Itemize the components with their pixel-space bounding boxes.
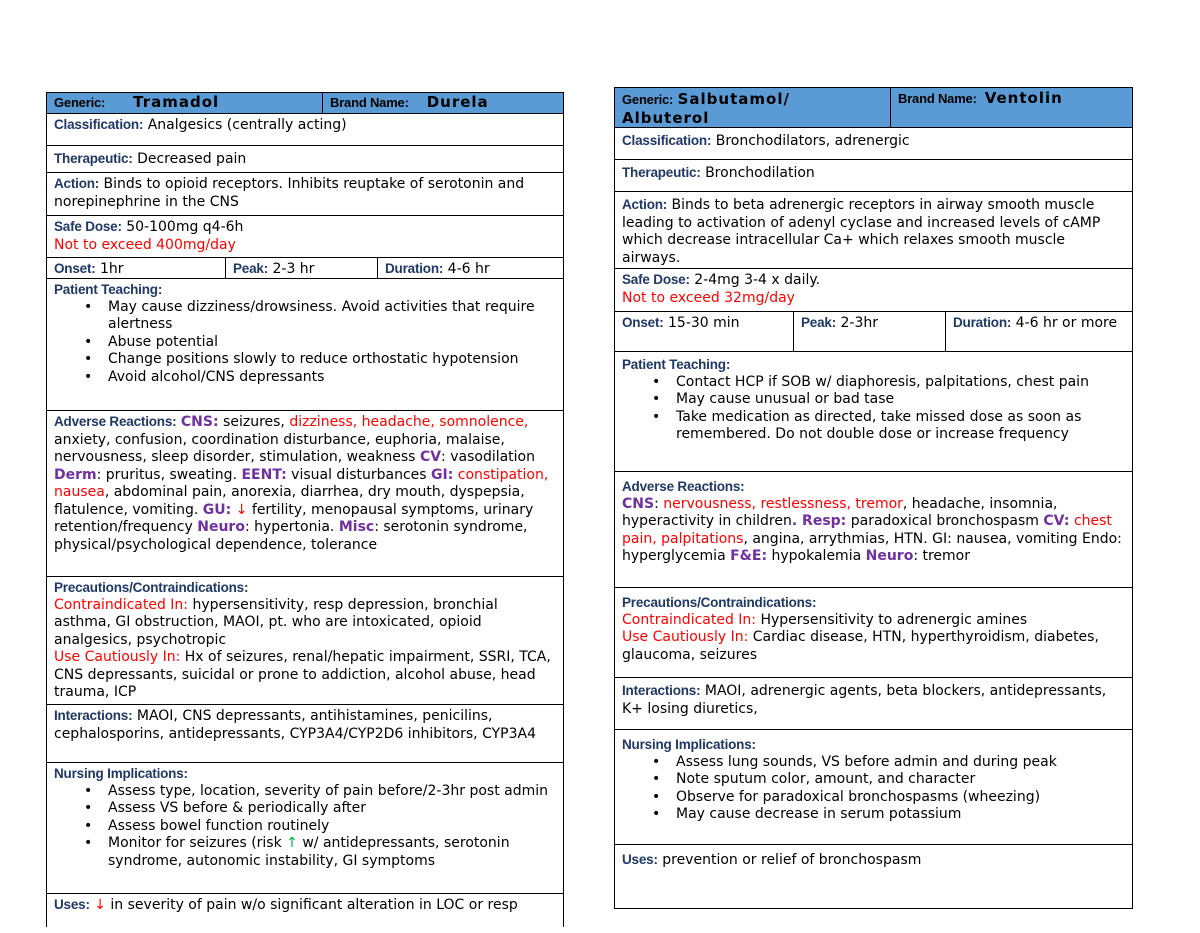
safe-dose-label: Safe Dose: [54,219,122,234]
fe-tag: F&E: [730,548,768,564]
list-item: • Take medication as directed, take missed dose as soon as remembered. Do not double dose or increase frequency [676,409,1125,444]
generic-label: Generic: [622,92,674,107]
adverse-reactions-label: Adverse Reactions: [622,479,745,494]
interactions-label: Interactions: [622,683,701,698]
list-item: • Observe for paradoxical bronchospasms (wheezing) [676,789,1125,807]
drug-card-tramadol [46,92,564,927]
nursing-implications-label: Nursing Implications: [622,737,756,752]
neuro-tag: Neuro [865,548,914,564]
adverse-text: : hypertonia. [244,519,339,535]
duration-label: Duration: [385,261,444,276]
classification-row [47,114,563,146]
action-value: Binds to opioid receptors. Inhibits reuptake of serotonin and norepinephrine in the CNS [54,176,525,210]
adverse-text: : serotonin syndrome, physical/psychological dependence, tolerance [54,519,528,553]
resp-tag: . Resp: [791,513,847,529]
adverse-common: chest pain, palpitations [622,513,1112,547]
misc-tag: Misc [338,519,375,535]
patient-teaching-label: Patient Teaching: [622,357,731,372]
peak-label: Peak: [801,315,837,330]
down-arrow-icon: ↓ [231,501,248,518]
list-text: w/ antidepressants, serotonin syndrome, autonomic instability, GI symptoms [108,835,510,869]
classification-label: Classification: [54,117,144,132]
eent-tag: EENT: [241,466,287,483]
safe-dose-limit: Not to exceed 32mg/day [622,289,795,306]
patient-teaching-list [54,299,556,387]
list-item: • Assess VS before & periodically after [108,800,556,818]
adverse-text: : vasodilation [441,449,535,465]
gi-tag: GI: [431,466,454,483]
action-label: Action: [622,197,668,212]
adverse-text: : [654,495,664,512]
nursing-implications-row [47,763,563,894]
precautions-label: Precautions/Contraindications: [622,595,817,610]
generic-name: Tramadol [133,93,220,112]
patient-teaching-label: Patient Teaching: [54,282,163,297]
list-item: • Abuse potential [108,334,556,352]
use-cautiously-text: Cardiac disease, HTN, hyperthyroidism, diabetes, glaucoma, seizures [622,629,1099,663]
use-cautiously-text: Hx of seizures, renal/hepatic impairment, SSRI, TCA, CNS depressants, suicidal or prone to addiction, alcohol abuse, head trauma, ICP [54,649,551,700]
adverse-text: anxiety, confusion, coordination disturbance, euphoria, malaise, nervousness, sleep disorder, stimulation, weakness [54,431,505,465]
down-arrow-icon: ↓ [94,897,106,913]
precautions-row [615,588,1132,678]
generic-name: Salbutamol/ Albuterol [622,90,790,127]
safe-dose-label: Safe Dose: [622,272,690,287]
generic-label: Generic: [54,95,106,111]
therapeutic-row [615,160,1132,192]
classification-row [615,128,1132,160]
action-row [47,173,563,216]
list-item: • May cause decrease in serum potassium [676,806,1125,824]
use-cautiously-label: Use Cautiously In: [622,629,749,645]
interactions-value: MAOI, CNS depressants, antihistamines, penicilins, cephalosporins, antidepressants, CYP3A4/CYP2D6 inhibitors, CYP3A4 [54,708,536,742]
duration-value: 4-6 hr [447,261,490,277]
adverse-reactions-row [615,472,1132,588]
onset-label: Onset: [622,315,664,330]
onset-value: 15-30 min [668,315,740,331]
adverse-text: , abdominal pain, anorexia, diarrhea, dry mouth, dyspepsia, flatulence, vomiting. [54,484,525,518]
cns-tag: CNS [622,495,655,512]
therapeutic-value: Decreased pain [137,151,247,167]
brand-label: Brand Name: [898,91,977,106]
list-item: • Assess lung sounds, VS before admin and during peak [676,754,1125,772]
classification-label: Classification: [622,133,712,148]
patient-teaching-list [622,374,1125,444]
drug-card-salbutamol [614,87,1133,909]
adverse-common: nervousness, restlessness, tremor [663,495,903,512]
uses-label: Uses: [54,897,90,912]
nursing-list [54,783,556,871]
classification-value: Bronchodilators, adrenergic [715,133,910,149]
adverse-text: fertility, menopausal symptoms, urinary retention/frequency [54,501,534,535]
adverse-text: , angina, arrythmias, HTN. GI: nausea, vomiting Endo: hyperglycemia [622,530,1122,564]
adverse-reactions-row [47,411,563,577]
cns-tag: CNS: [180,414,219,430]
therapeutic-row [47,146,563,173]
gu-tag: GU: [202,501,232,518]
safe-dose-row [47,216,563,258]
uses-value: in severity of pain w/o significant alteration in LOC or resp [105,897,518,913]
onset-value: 1hr [100,261,124,277]
contraindicated-label: Contraindicated In: [54,596,189,613]
adverse-text: paradoxical bronchospasm [846,513,1044,529]
safe-dose-limit: Not to exceed 400mg/day [54,236,236,253]
peak-value: 2-3 hr [272,261,315,277]
list-item: • Change positions slowly to reduce orthostatic hypotension [108,351,556,369]
onset-label: Onset: [54,261,96,276]
contraindicated-text: hypersensitivity, resp depression, bronchial asthma, GI obstruction, MAOI, pt. who are intoxicated, opioid analgesics, psychotropic [54,596,498,648]
peak-value: 2-3hr [840,315,878,331]
list-item: • May cause dizziness/drowsiness. Avoid activities that require alertness [108,299,556,334]
precautions-label: Precautions/Contraindications: [54,580,249,595]
list-item: • May cause unusual or bad tase [676,391,1125,409]
adverse-text: : tremor [913,548,970,564]
interactions-label: Interactions: [54,708,133,723]
action-label: Action: [54,176,100,191]
adverse-text: , headache, insomnia, hyperactivity in children [622,495,1058,529]
contraindicated-label: Contraindicated In: [622,611,757,628]
cv-tag: CV [419,449,442,465]
up-arrow-icon: ↑ [286,835,298,851]
nursing-list [622,754,1125,824]
therapeutic-label: Therapeutic: [622,165,701,180]
brand-label: Brand Name: [330,95,409,111]
duration-label: Duration: [953,315,1012,330]
safe-dose-value: 2-4mg 3-4 x daily. [694,272,821,288]
timing-row [615,312,1132,352]
therapeutic-label: Therapeutic: [54,151,133,166]
contraindicated-text: Hypersensitivity to adrenergic amines [756,611,1028,628]
uses-row [47,894,563,933]
timing-row [47,258,563,279]
interactions-value: MAOI, adrenergic agents, beta blockers, antidepressants, K+ losing diuretics, [622,683,1107,717]
list-item [108,835,556,870]
interactions-row [47,705,563,763]
interactions-row [615,678,1132,730]
adverse-text: hypokalemia [767,548,866,564]
adverse-text: : pruritus, sweating. [96,466,242,483]
use-cautiously-label: Use Cautiously In: [54,649,181,665]
adverse-text: visual disturbances [286,466,432,483]
adverse-reactions-label: Adverse Reactions: [54,414,177,429]
list-item: • Contact HCP if SOB w/ diaphoresis, palpitations, chest pain [676,374,1125,392]
nursing-implications-row [615,730,1132,845]
drug-header [47,93,563,114]
uses-label: Uses: [622,852,658,867]
drug-header [615,88,1132,128]
action-value: Binds to beta adrenergic receptors in airway smooth muscle leading to activation of adenyl cyclase and increased levels of cAMP which decrease intracellular Ca+ which relaxes smooth muscle airways. [622,197,1101,266]
derm-tag: Derm [54,466,97,483]
peak-label: Peak: [233,261,269,276]
patient-teaching-row [615,352,1132,472]
adverse-common: constipation, nausea [54,466,549,500]
list-item: • Avoid alcohol/CNS depressants [108,369,556,387]
patient-teaching-row [47,279,563,411]
precautions-row [47,577,563,705]
safe-dose-value: 50-100mg q4-6h [126,219,244,235]
classification-value: Analgesics (centrally acting) [147,117,347,133]
therapeutic-value: Bronchodilation [705,165,815,181]
duration-value: 4-6 hr or more [1015,315,1118,331]
safe-dose-row [615,269,1132,312]
cv-tag: CV: [1043,513,1070,529]
neuro-tag: Neuro [197,519,245,535]
brand-name: Durela [426,93,489,112]
adverse-common: dizziness, headache, somnolence, [289,414,529,430]
brand-name: Ventolin [984,89,1063,107]
list-item: • Assess bowel function routinely [108,818,556,836]
action-row [615,192,1132,269]
list-item: • Assess type, location, severity of pain before/2-3hr post admin [108,783,556,801]
uses-value: prevention or relief of bronchospasm [662,852,922,868]
adverse-text: seizures, [218,414,290,430]
list-text: Monitor for seizures (risk [108,835,287,851]
list-item: • Note sputum color, amount, and character [676,771,1125,789]
nursing-implications-label: Nursing Implications: [54,766,188,781]
uses-row [615,845,1132,870]
